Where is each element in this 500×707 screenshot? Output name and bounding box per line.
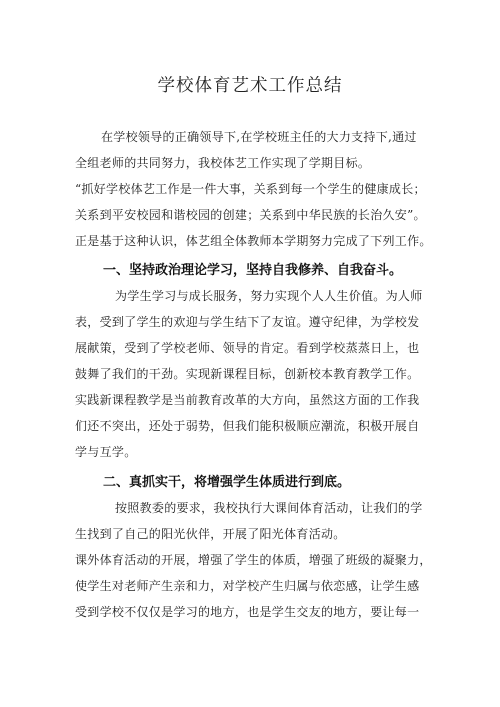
section-heading: 一、坚持政治理论学习，坚持自我修养、自我奋斗。 [103,263,403,278]
intro-line: 在学校领导的正确领导下,在学校班主任的大力支持下,通过 [101,130,417,144]
paragraph-line: 表，受到了学生的欢迎与学生结下了友谊。遵守纪律，为学校发 [75,315,420,329]
paragraph-line: 们还不突出，还处于弱势，但我们能积极顺应潮流，积极开展自 [75,419,420,433]
intro-line: 正是基于这种认识，体艺组全体教师本学期努力完成了下列工作。 [75,234,432,248]
paragraph-line: 按照教委的要求，我校执行大课间体育活动，让我们的学 [115,501,423,515]
paragraph-line: 实践新课程教学是当前教育改革的大方向，虽然这方面的工作我 [75,393,420,407]
document-title: 学校体育艺术工作总结 [157,76,343,96]
intro-line: 全组老师的共同努力，我校体艺工作实现了学期目标。 [75,156,371,170]
section-heading: 二、真抓实干，将增强学生体质进行到底。 [103,475,351,490]
paragraph-line: 鼓舞了我们的干劲。实现新课程目标，创新校本教育教学工作。 [75,367,420,381]
intro-line: 关系到平安校园和谐校园的创建；关系到中华民族的长治久安”。 [75,208,426,222]
intro-line: “抓好学校体艺工作是一件大事，关系到每一个学生的健康成长； [75,182,426,196]
paragraph-line: 使学生对老师产生亲和力，对学校产生归属与依恋感，让学生感 [75,579,420,593]
paragraph-line: 学与互学。 [75,445,137,459]
paragraph-line: 受到学校不仅仅是学习的地方，也是学生交友的地方，要让每一 [75,605,420,619]
paragraph-line: 课外体育活动的开展，增强了学生的体质，增强了班级的凝聚力， [75,553,432,567]
paragraph-line: 为学生学习与成长服务，努力实现个人人生价值。为人师 [115,289,423,303]
paragraph-line: 生找到了自己的阳光伙伴，开展了阳光体育活动。 [75,527,346,541]
paragraph-line: 展献策，受到了学校老师、领导的肯定。看到学校蒸蒸日上，也 [75,341,420,355]
